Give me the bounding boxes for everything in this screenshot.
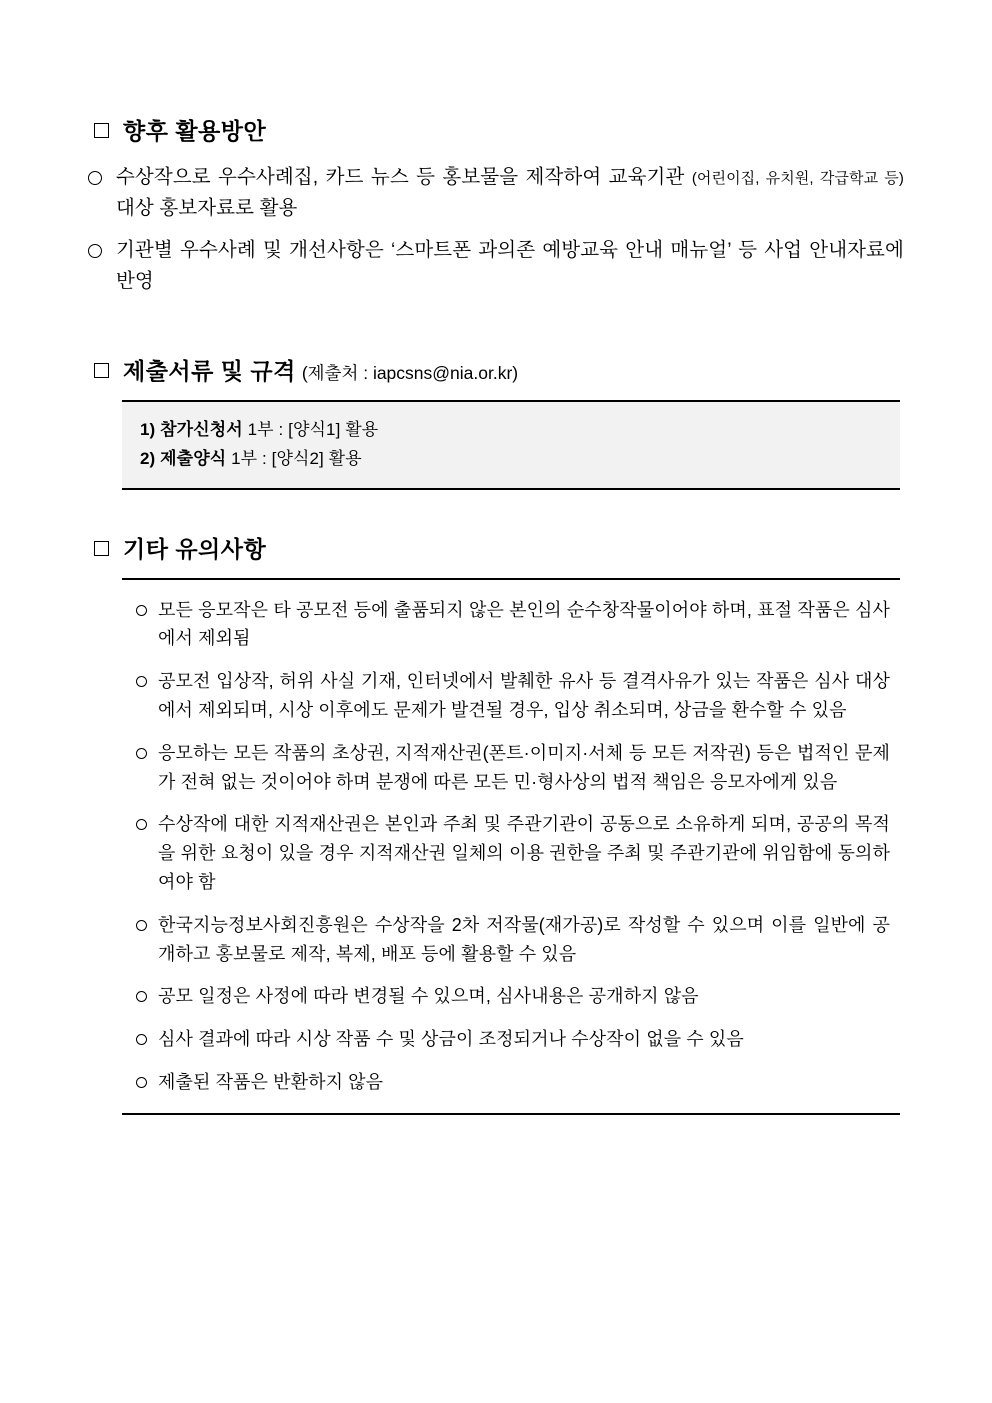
- note-text: 수상작에 대한 지적재산권은 본인과 주최 및 주관기관이 공동으로 소유하게 되며, 공공의 목적을 위한 요청이 있을 경우 지적재산권 일체의 이용 권한을 주최 및 주관기관에 위임함에 동의하여야 함: [158, 814, 890, 892]
- circle-bullet-icon: [136, 605, 147, 616]
- note-text: 심사 결과에 따라 시상 작품 수 및 상금이 조정되거나 수상작이 없을 수 있음: [158, 1029, 744, 1050]
- circle-bullet-icon: [136, 991, 147, 1002]
- circle-bullet-icon: [136, 676, 147, 687]
- circle-bullet-icon: [88, 244, 102, 258]
- submission-rules-box: [122, 400, 900, 491]
- circle-bullet-icon: [136, 1077, 147, 1088]
- section-heading-submission: [94, 358, 904, 386]
- list-item: [136, 982, 890, 1011]
- rule-rest: 1부 : [양식2] 활용: [226, 449, 362, 469]
- spacer: [88, 490, 904, 536]
- section-heading-future-use: [94, 118, 904, 146]
- note-text: 모든 응모작은 타 공모전 등에 출품되지 않은 본인의 순수창작물이어야 하며, 표절 작품은 심사에서 제외됨: [158, 599, 890, 649]
- section-heading-notices: [94, 536, 904, 564]
- note-text: 공모전 입상작, 허위 사실 기재, 인터넷에서 발췌한 유사 등 결격사유가 있는 작품은 심사 대상에서 제외되며, 시상 이후에도 문제가 발견될 경우, 입상 취소되며, 상금을 환수할 수 있음: [158, 671, 890, 720]
- list-item: [136, 810, 890, 896]
- notices-box: [122, 578, 900, 1115]
- spacer: [88, 308, 904, 358]
- future-use-list: [88, 162, 904, 298]
- rule-rest: 1부 : [양식1] 활용: [242, 419, 379, 439]
- section-title: 제출서류 및 규격: [123, 357, 296, 384]
- circle-bullet-icon: [88, 171, 102, 185]
- list-item-text: 기관별 우수사례 및 개선사항은 ‘스마트폰 과의존 예방교육 안내 매뉴얼’ 등 사업 안내자료에 반영: [116, 238, 904, 293]
- circle-bullet-icon: [136, 748, 147, 759]
- list-item: [88, 235, 904, 298]
- note-text: 한국지능정보사회진흥원은 수상작을 2차 저작물(재가공)로 작성할 수 있으며 이를 일반에 공개하고 홍보물로 제작, 복제, 배포 등에 활용할 수 있음: [158, 914, 890, 964]
- rule-bold-label: 참가신청서: [160, 419, 243, 439]
- list-item: [136, 739, 890, 797]
- section-title-wrap: [123, 358, 518, 386]
- list-item-main: 수상작으로 우수사례집, 카드 뉴스 등 홍보물을 제작하여 교육기관: [116, 165, 685, 188]
- list-item-note: (어린이집, 유치원, 각급학교 등): [691, 169, 904, 187]
- square-bullet-icon: [94, 123, 109, 138]
- section-subtitle: (제출처 : iapcsns@nia.or.kr): [301, 362, 519, 383]
- section-title: 기타 유의사항: [123, 536, 267, 562]
- list-item-text: [116, 162, 904, 225]
- circle-bullet-icon: [136, 920, 147, 931]
- list-item-tail: 대상 홍보자료로 활용: [116, 197, 298, 220]
- rule-line: [140, 444, 882, 474]
- section-title: 향후 활용방안: [123, 118, 267, 144]
- list-item: [136, 911, 890, 969]
- square-bullet-icon: [94, 363, 109, 378]
- rule-bold-label: 제출양식: [160, 449, 227, 469]
- list-item: [136, 1025, 890, 1054]
- circle-bullet-icon: [136, 819, 147, 830]
- note-text: 제출된 작품은 반환하지 않음: [158, 1071, 384, 1092]
- circle-bullet-icon: [136, 1034, 147, 1045]
- list-item: [88, 162, 904, 225]
- rule-number: 1): [140, 419, 156, 439]
- rule-line: [140, 415, 882, 445]
- list-item: [136, 596, 890, 654]
- list-item: [136, 1068, 890, 1097]
- rule-number: 2): [140, 449, 156, 469]
- note-text: 공모 일정은 사정에 따라 변경될 수 있으며, 심사내용은 공개하지 않음: [158, 986, 699, 1007]
- square-bullet-icon: [94, 541, 109, 556]
- note-text: 응모하는 모든 작품의 초상권, 지적재산권(폰트·이미지·서체 등 모든 저작권) 등은 법적인 문제가 전혀 없는 것이어야 하며 분쟁에 따른 모든 민·형사상의 법적 책임은 응모자에게 있음: [158, 742, 890, 792]
- list-item: [136, 667, 890, 725]
